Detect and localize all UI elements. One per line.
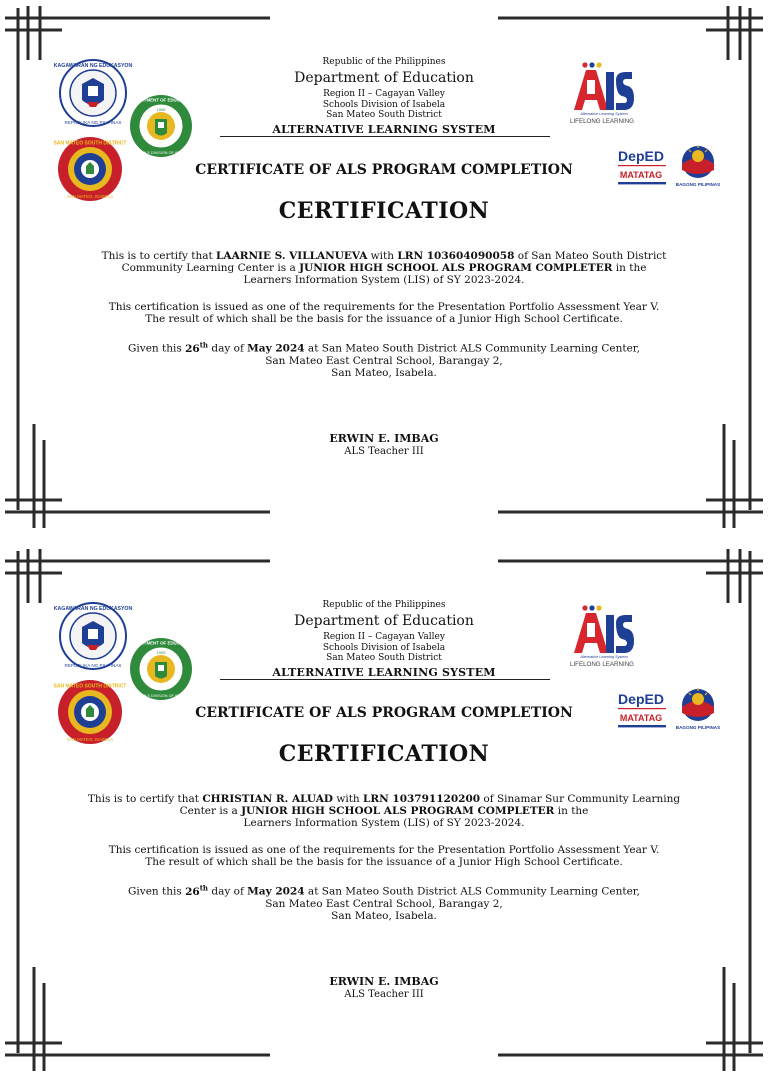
certificate-title: CERTIFICATION (278, 198, 490, 224)
dep-y-logo-text: 1905 (156, 107, 166, 112)
matatag-logo-text: MATATAG (619, 713, 663, 723)
certificate-2 (0, 543, 768, 1024)
learner-name: LAARNIE S. VILLANUEVA (216, 250, 368, 262)
bagong-logo-text: BAGONG PILIPINAS (675, 725, 721, 730)
given-day: 26th (185, 340, 209, 355)
division-line: Schools Division of Isabela (322, 99, 446, 110)
given-month-year: May 2024 (247, 342, 305, 355)
dep-logo-text: DEPARTMENT OF EDUCATION (128, 640, 194, 646)
signatory-name: ERWIN E. IMBAG (329, 975, 439, 988)
signatory-name: ERWIN E. IMBAG (329, 432, 439, 445)
sm-b-logo-text: SAN MATEO, ISABELA (66, 194, 114, 199)
als-life-logo-text: LIFELONG LEARNING (570, 118, 634, 125)
als-tag-logo-text: Alternative Learning System (580, 655, 628, 659)
matatag-logo-text: MATATAG (619, 170, 663, 180)
certificate-1 (0, 0, 768, 514)
kag-b-logo-text: REPUBLIKA NG PILIPINAS (64, 120, 122, 125)
als-life-logo-text: LIFELONG LEARNING (570, 661, 634, 668)
division-line: Schools Division of Isabela (322, 642, 446, 653)
deped-logo-text: DepED (618, 691, 664, 707)
given-day: 26th (185, 883, 209, 898)
kag-logo-text: KAGAWARAN NG EDUKASYON (53, 606, 133, 612)
purpose-statement: This certification is issued as one of the requirements for the Presentation Portfolio Assessment Year V. The result of which shall be the basis for the issuance of a Junior High School Certificate. (108, 844, 660, 868)
sm-logo-text: SAN MATEO SOUTH DISTRICT (53, 140, 127, 147)
dep-logo-text: DEPARTMENT OF EDUCATION (128, 97, 194, 103)
dep-b-logo-text: SCHOOLS DIVISION OF ISABELA (131, 151, 191, 155)
learner-name: CHRISTIAN R. ALUAD (202, 793, 334, 805)
header-underline (220, 136, 550, 137)
signatory-title: ALS Teacher III (344, 446, 424, 457)
program-name: ALTERNATIVE LEARNING SYSTEM (272, 666, 496, 679)
signatory-title: ALS Teacher III (344, 989, 424, 1000)
given-statement: Given this 26th day of May 2024 at San Mateo South District ALS Community Learning Center, San Mateo East Central School, Barangay 2, San Mateo, Isabela. (128, 883, 640, 922)
dep-b-logo-text: SCHOOLS DIVISION OF ISABELA (131, 694, 191, 698)
completer-status: JUNIOR HIGH SCHOOL ALS PROGRAM COMPLETER (241, 805, 555, 817)
certificate-title: CERTIFICATION (278, 741, 490, 767)
office-address (0, 632, 768, 664)
given-statement: Given this 26th day of May 2024 at San Mateo South District ALS Community Learning Center, San Mateo East Central School, Barangay 2, San Mateo, Isabela. (128, 340, 640, 379)
certification-statement: This is to certify that LAARNIE S. VILLANUEVA with LRN 103604090058 of San Mateo South District Community Learning Center is a JUNIOR HIGH SCHOOL ALS PROGRAM COMPLETER in the Learners Information System (LIS) of SY 2023-2024. (101, 250, 667, 286)
header-underline (220, 679, 550, 680)
program-name: ALTERNATIVE LEARNING SYSTEM (272, 123, 496, 136)
region-line: Region II – Cagayan Valley (323, 632, 445, 642)
region-line: Region II – Cagayan Valley (323, 89, 445, 99)
deped-logo-text: DepED (618, 148, 664, 164)
dep-y-logo-text: 1905 (156, 650, 166, 655)
given-month-year: May 2024 (247, 885, 305, 898)
learner-lrn: LRN 103791120200 (363, 793, 481, 805)
sm-b-logo-text: SAN MATEO, ISABELA (66, 737, 114, 742)
learner-lrn: LRN 103604090058 (397, 250, 515, 262)
purpose-statement: This certification is issued as one of the requirements for the Presentation Portfolio Assessment Year V. The result of which shall be the basis for the issuance of a Junior High School Certificate. (108, 301, 660, 325)
bagong-logo-text: BAGONG PILIPINAS (675, 182, 721, 187)
kag-logo-text: KAGAWARAN NG EDUKASYON (53, 63, 133, 69)
district-line: San Mateo South District (326, 110, 442, 120)
office-address (0, 89, 768, 121)
certificate-caption: CERTIFICATE OF ALS PROGRAM COMPLETION (195, 705, 573, 721)
district-line: San Mateo South District (326, 653, 442, 663)
republic-line: Republic of the Philippines (322, 57, 446, 67)
certificate-caption: CERTIFICATE OF ALS PROGRAM COMPLETION (195, 162, 573, 178)
sm-logo-text: SAN MATEO SOUTH DISTRICT (53, 683, 127, 690)
department-name: Department of Education (294, 70, 474, 86)
als-tag-logo-text: Alternative Learning System (580, 112, 628, 116)
kag-b-logo-text: REPUBLIKA NG PILIPINAS (64, 663, 122, 668)
department-name: Department of Education (294, 613, 474, 629)
completer-status: JUNIOR HIGH SCHOOL ALS PROGRAM COMPLETER (299, 262, 613, 274)
republic-line: Republic of the Philippines (322, 600, 446, 610)
certification-statement: This is to certify that CHRISTIAN R. ALUAD with LRN 103791120200 of Sinamar Sur Community Learning Center is a JUNIOR HIGH SCHOOL ALS PROGRAM COMPLETER in the Learners Information System (LIS) of SY 2023-2024. (87, 793, 681, 829)
